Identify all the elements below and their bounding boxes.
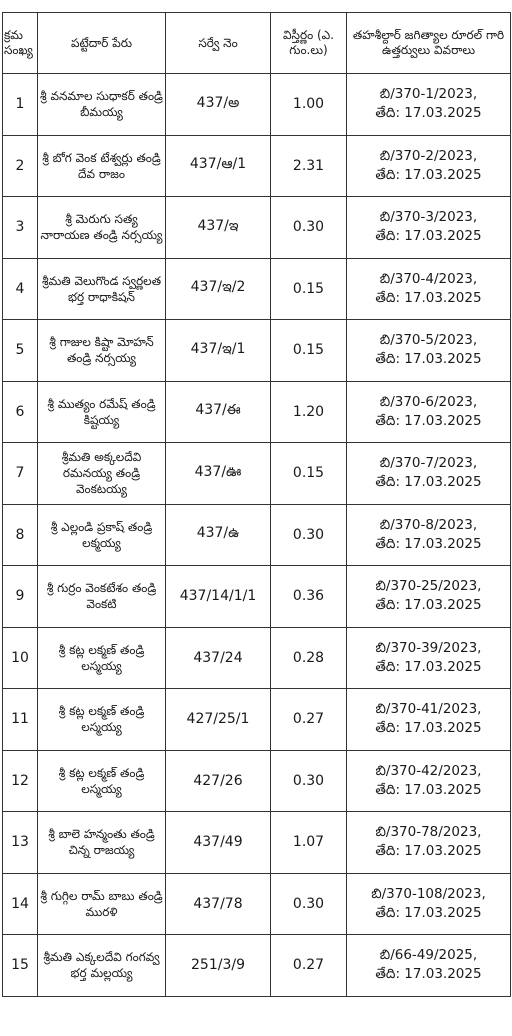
cell-serial-number: 12	[3, 750, 38, 812]
table-body	[3, 74, 511, 997]
order-date: తేది: 17.03.2025	[375, 966, 482, 983]
cell-owner-name: శ్రీమతి ఎక్కలదేవి గంగవ్వ భర్త మల్లయ్య	[38, 935, 166, 997]
cell-owner-name: శ్రీ కట్ల లక్మణ్ తండ్రి లస్మయ్య	[38, 627, 166, 689]
cell-survey-number: 437/49	[166, 812, 271, 874]
cell-serial-number: 3	[3, 197, 38, 259]
cell-owner-name: శ్రీమతి అక్కలదేవి రమనయ్య తండ్రి వెంకటయ్య	[38, 443, 166, 505]
cell-serial-number: 13	[3, 812, 38, 874]
cell-order-details	[347, 74, 511, 136]
cell-order-details	[347, 627, 511, 689]
cell-owner-name: శ్రీ వనమాల సుధాకర్ తండ్రి బీమయ్య	[38, 74, 166, 136]
cell-extent: 0.36	[271, 566, 347, 628]
table-row	[3, 566, 511, 628]
cell-extent: 0.27	[271, 689, 347, 751]
cell-owner-name: శ్రీ గుర్రం వెంకటేశం తండ్రి వెంకటి	[38, 566, 166, 628]
table-row	[3, 873, 511, 935]
header-name: పట్టేదార్ పేరు	[38, 13, 166, 74]
cell-survey-number: 427/25/1	[166, 689, 271, 751]
cell-serial-number: 9	[3, 566, 38, 628]
cell-survey-number: 437/14/1/1	[166, 566, 271, 628]
order-number: బి/370-6/2023,	[379, 393, 478, 410]
cell-serial-number: 5	[3, 320, 38, 382]
cell-order-details	[347, 320, 511, 382]
cell-serial-number: 2	[3, 135, 38, 197]
order-date: తేది: 17.03.2025	[375, 535, 482, 552]
cell-serial-number: 6	[3, 381, 38, 443]
header-order: తహశీల్దార్ జగిత్యాల రూరల్ గారి ఉత్తర్వులు వివరాలు	[347, 13, 511, 74]
cell-extent: 0.30	[271, 504, 347, 566]
cell-extent: 2.31	[271, 135, 347, 197]
order-number: బి/66-49/2025,	[379, 947, 478, 964]
order-date: తేది: 17.03.2025	[375, 843, 482, 860]
cell-order-details	[347, 258, 511, 320]
cell-order-details	[347, 381, 511, 443]
cell-survey-number: 437/78	[166, 873, 271, 935]
cell-extent: 0.30	[271, 873, 347, 935]
cell-survey-number: 437/ఇ/2	[166, 258, 271, 320]
cell-order-details	[347, 135, 511, 197]
cell-survey-number: 437/ఇ/1	[166, 320, 271, 382]
table-row	[3, 258, 511, 320]
cell-extent: 1.07	[271, 812, 347, 874]
order-date: తేది: 17.03.2025	[375, 474, 482, 491]
cell-survey-number: 251/3/9	[166, 935, 271, 997]
header-sno: క్రమ సంఖ్య	[3, 13, 38, 74]
table-row	[3, 627, 511, 689]
cell-survey-number: 437/అ	[166, 74, 271, 136]
order-number: బి/370-25/2023,	[375, 578, 482, 595]
order-number: బి/370-3/2023,	[379, 209, 478, 226]
order-date: తేది: 17.03.2025	[375, 658, 482, 675]
order-number: బి/370-8/2023,	[379, 516, 478, 533]
order-number: బి/370-78/2023,	[375, 824, 482, 841]
order-number: బి/370-5/2023,	[379, 332, 478, 349]
cell-serial-number: 15	[3, 935, 38, 997]
cell-order-details	[347, 689, 511, 751]
order-date: తేది: 17.03.2025	[375, 105, 482, 122]
order-number: బి/370-42/2023,	[375, 762, 482, 779]
cell-serial-number: 10	[3, 627, 38, 689]
cell-order-details	[347, 504, 511, 566]
order-number: బి/370-41/2023,	[375, 701, 482, 718]
table-row	[3, 197, 511, 259]
cell-serial-number: 1	[3, 74, 38, 136]
table-row	[3, 935, 511, 997]
table-row	[3, 381, 511, 443]
order-number: బి/370-4/2023,	[379, 270, 478, 287]
table-row	[3, 135, 511, 197]
land-records-table	[2, 12, 511, 997]
table-row	[3, 74, 511, 136]
cell-extent: 1.00	[271, 74, 347, 136]
cell-order-details	[347, 750, 511, 812]
cell-owner-name: శ్రీ ఎల్లండి ప్రకాష్ తండ్రి లక్మయ్య	[38, 504, 166, 566]
order-number: బి/370-39/2023,	[375, 639, 482, 656]
order-number: బి/370-108/2023,	[371, 885, 486, 902]
cell-extent: 0.15	[271, 320, 347, 382]
order-number: బి/370-1/2023,	[379, 86, 478, 103]
header-survey: సర్వే నెం	[166, 13, 271, 74]
cell-survey-number: 437/24	[166, 627, 271, 689]
cell-owner-name: శ్రీ కట్ల లక్మణ్ తండ్రి లస్మయ్య	[38, 750, 166, 812]
cell-owner-name: శ్రీ గుగ్గిల రామ్ బాబు తండ్రి మురళి	[38, 873, 166, 935]
cell-extent: 0.30	[271, 197, 347, 259]
order-date: తేది: 17.03.2025	[375, 289, 482, 306]
cell-survey-number: 427/26	[166, 750, 271, 812]
order-date: తేది: 17.03.2025	[375, 166, 482, 183]
cell-owner-name: శ్రీ ముత్యం రమేష్ తండ్రి కిష్టయ్య	[38, 381, 166, 443]
cell-owner-name: శ్రీ బోగ వెంక టేశ్వర్లు తండ్రి దేవ రాజం	[38, 135, 166, 197]
cell-order-details	[347, 566, 511, 628]
cell-owner-name: శ్రీ మెరుగు సత్య నారాయణ తండ్రి నర్సయ్య	[38, 197, 166, 259]
cell-extent: 0.27	[271, 935, 347, 997]
cell-order-details	[347, 873, 511, 935]
order-date: తేది: 17.03.2025	[375, 412, 482, 429]
cell-serial-number: 4	[3, 258, 38, 320]
table-header-row	[3, 13, 511, 74]
cell-survey-number: 437/ఉ	[166, 504, 271, 566]
order-date: తేది: 17.03.2025	[375, 597, 482, 614]
cell-extent: 0.15	[271, 258, 347, 320]
cell-survey-number: 437/ఊ	[166, 443, 271, 505]
table-row	[3, 504, 511, 566]
cell-serial-number: 11	[3, 689, 38, 751]
table-row	[3, 443, 511, 505]
cell-order-details	[347, 935, 511, 997]
cell-extent: 0.15	[271, 443, 347, 505]
table-row	[3, 812, 511, 874]
cell-owner-name: శ్రీమతి వెలుగొండ స్వర్ణలత భర్త రాధాకిషన్	[38, 258, 166, 320]
header-extent: విస్తీర్ణం (ఎ. గుం.లు)	[271, 13, 347, 74]
order-date: తేది: 17.03.2025	[375, 351, 482, 368]
cell-order-details	[347, 197, 511, 259]
cell-survey-number: 437/ఇ	[166, 197, 271, 259]
table-row	[3, 750, 511, 812]
order-date: తేది: 17.03.2025	[375, 720, 482, 737]
cell-survey-number: 437/ఆ/1	[166, 135, 271, 197]
cell-order-details	[347, 443, 511, 505]
order-number: బి/370-7/2023,	[379, 455, 478, 472]
cell-extent: 0.28	[271, 627, 347, 689]
cell-serial-number: 8	[3, 504, 38, 566]
cell-owner-name: శ్రీ గాజుల కిష్టా మోహన్ తండ్రి నర్సయ్య	[38, 320, 166, 382]
cell-order-details	[347, 812, 511, 874]
cell-extent: 1.20	[271, 381, 347, 443]
order-date: తేది: 17.03.2025	[375, 781, 482, 798]
cell-owner-name: శ్రీ బాలె హన్మంతు తండ్రి చిన్న రాజయ్య	[38, 812, 166, 874]
cell-owner-name: శ్రీ కట్ల లక్మణ్ తండ్రి లస్మయ్య	[38, 689, 166, 751]
cell-serial-number: 7	[3, 443, 38, 505]
table-row	[3, 689, 511, 751]
order-date: తేది: 17.03.2025	[375, 228, 482, 245]
table-row	[3, 320, 511, 382]
order-date: తేది: 17.03.2025	[375, 904, 482, 921]
order-number: బి/370-2/2023,	[379, 147, 478, 164]
cell-serial-number: 14	[3, 873, 38, 935]
cell-extent: 0.30	[271, 750, 347, 812]
cell-survey-number: 437/ఈ	[166, 381, 271, 443]
